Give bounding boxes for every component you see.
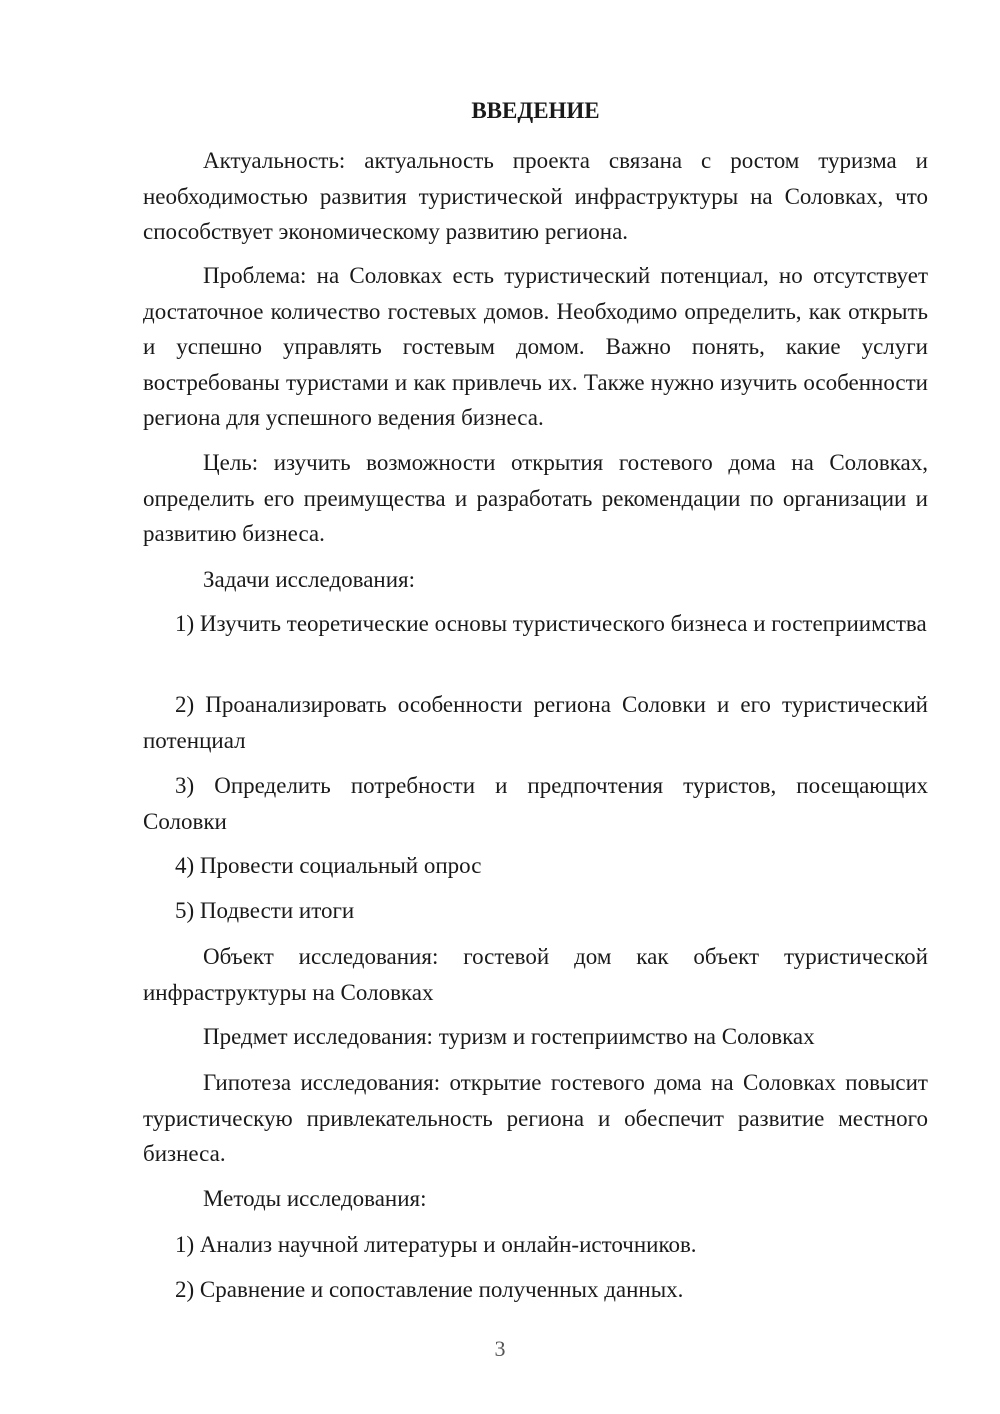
problem-paragraph: Проблема: на Соловках есть туристический потенциал, но отсутствует достаточное количество гостевых домов. Необходимо определить, как открыть и успешно управлять гостевым домом. Важно понять, какие услуги востребованы туристами и как привлечь их. Также нужно изучить особенности региона для успешного ведения бизнеса. — [143, 263, 928, 430]
task-item-5: 5) Подвести итоги — [175, 898, 355, 923]
page-number: 3 — [494, 1336, 506, 1361]
subject-paragraph: Предмет исследования: туризм и гостеприимство на Соловках — [203, 1024, 815, 1049]
object-paragraph: Объект исследования: гостевой дом как объект туристической инфраструктуры на Соловках — [143, 944, 928, 1005]
methods-title: Методы исследования: — [203, 1186, 427, 1211]
task-item-2: 2) Проанализировать особенности региона Соловки и его туристический потенциал — [143, 692, 928, 753]
hypothesis-paragraph: Гипотеза исследования: открытие гостевого дома на Соловках повысит туристическую привлекательность региона и обеспечит развитие местного бизнеса. — [143, 1070, 928, 1166]
document-heading: ВВЕДЕНИЕ — [471, 98, 600, 123]
task-item-1: 1) Изучить теоретические основы туристического бизнеса и гостеприимства — [175, 611, 927, 636]
method-item-2: 2) Сравнение и сопоставление полученных данных. — [175, 1277, 684, 1302]
relevance-paragraph: Актуальность: актуальность проекта связана с ростом туризма и необходимостью развития туристической инфраструктуры на Соловках, что способствует экономическому развитию региона. — [143, 148, 928, 244]
tasks-title: Задачи исследования: — [203, 567, 416, 592]
method-item-1: 1) Анализ научной литературы и онлайн-источников. — [175, 1232, 697, 1257]
task-item-3: 3) Определить потребности и предпочтения туристов, посещающих Соловки — [143, 773, 928, 834]
goal-paragraph: Цель: изучить возможности открытия гостевого дома на Соловках, определить его преимущества и разработать рекомендации по организации и развитию бизнеса. — [143, 450, 928, 546]
task-item-4: 4) Провести социальный опрос — [175, 853, 482, 878]
